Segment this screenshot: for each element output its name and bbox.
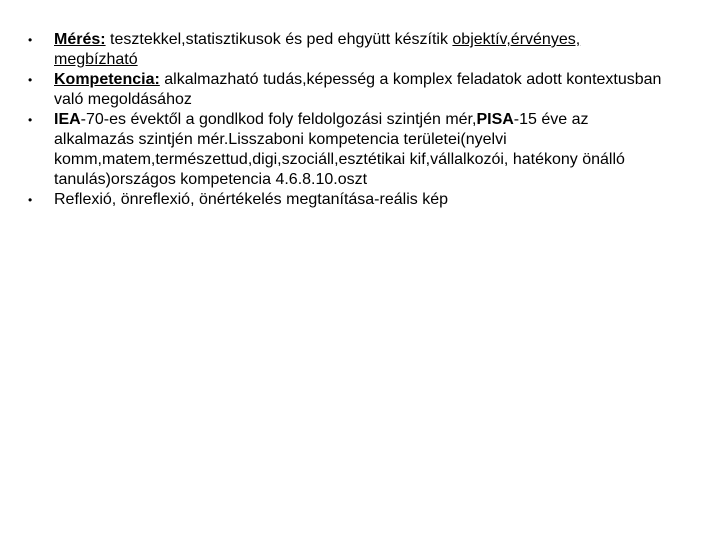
bullet-icon: • [28, 33, 33, 47]
underlined-meres: objektív,érvényes, megbízható [54, 31, 581, 68]
text-pisa: -15 éve az alkalmazás szintjén mér.Lisszaboni kompetencia területei(nyelvi komm,matem,természettud,digi,szociáll,esztétikai kif,vállalkozói, hatékony önálló tanulás)országos kompetencia 4.6.8.10.oszt [54, 111, 625, 188]
bullet-item-meres [28, 30, 668, 70]
bullet-icon: • [28, 193, 33, 207]
term-iea: IEA [54, 111, 81, 128]
bullet-icon: • [28, 73, 33, 87]
term-meres: Mérés: [54, 31, 106, 48]
bullet-icon: • [28, 113, 33, 127]
bullet-list [28, 30, 668, 210]
text-kompetencia: alkalmazható tudás,képesség a komplex feladatok adott kontextusban való megoldásához [54, 71, 662, 108]
text-reflexio: Reflexió, önreflexió, önértékelés megtanítása-reális kép [54, 191, 448, 208]
bullet-item-kompetencia [28, 70, 668, 110]
bullet-item-reflexio [28, 190, 668, 210]
text-iea: -70-es évektől a gondlkod foly feldolgozási szintjén mér, [80, 111, 477, 128]
term-pisa: PISA [476, 111, 514, 128]
text-meres: tesztekkel,statisztikusok és ped ehgyütt készítik [105, 31, 453, 48]
term-kompetencia: Kompetencia: [54, 71, 160, 88]
bullet-item-iea [28, 110, 668, 190]
